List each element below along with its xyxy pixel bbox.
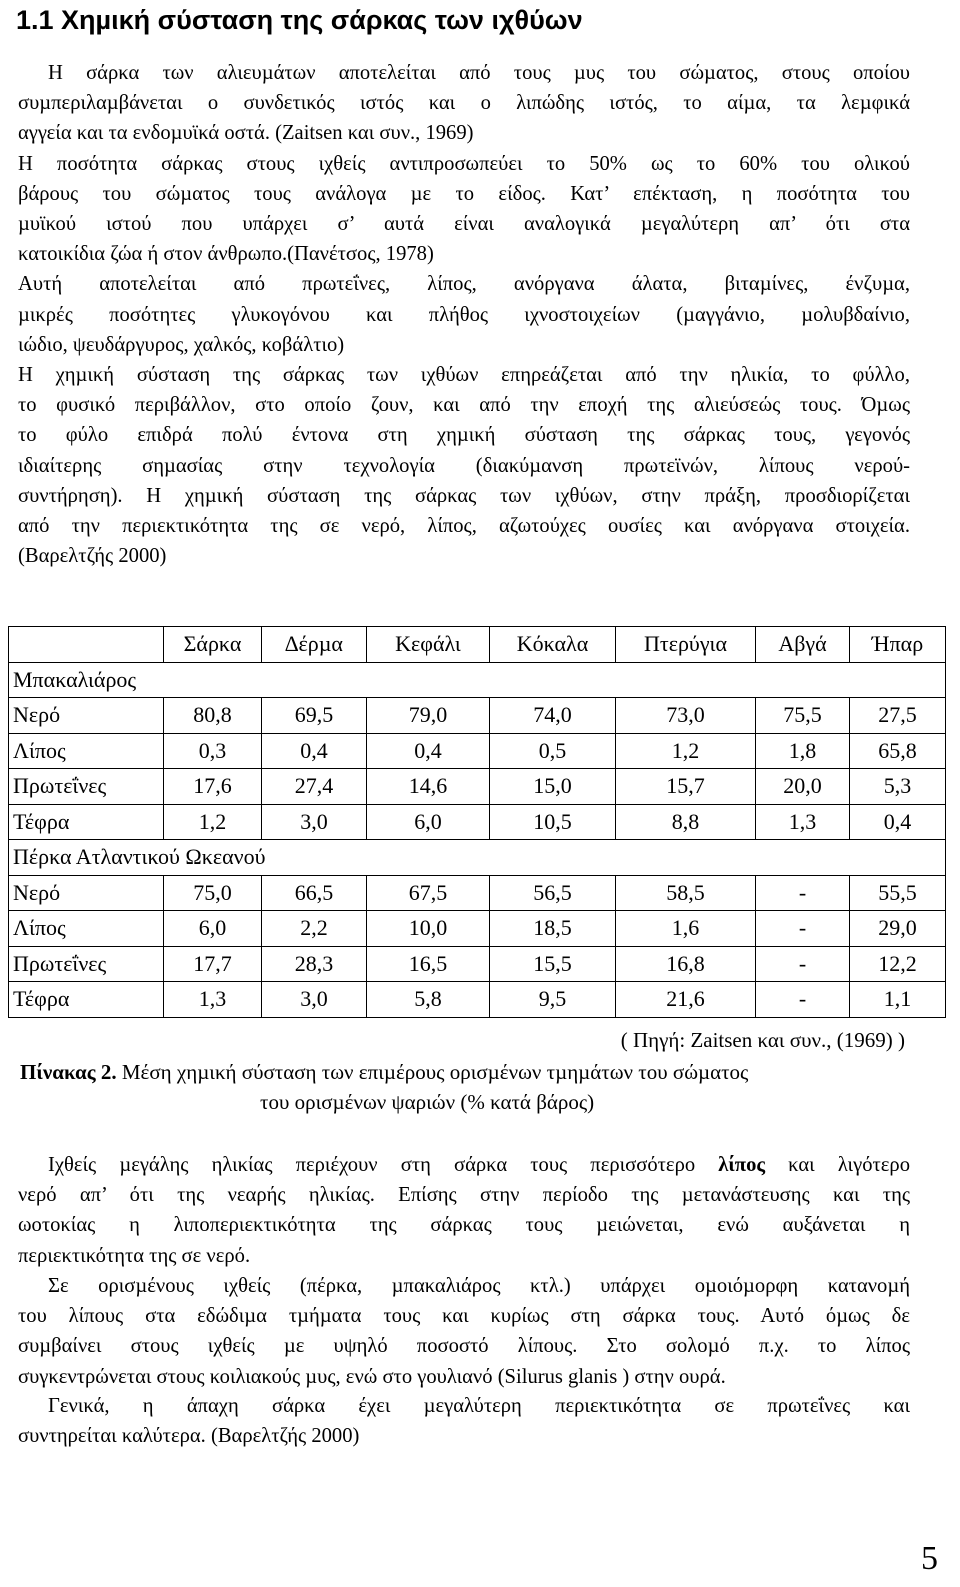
table-cell: 3,0 [262, 982, 367, 1018]
table-cell: 67,5 [367, 875, 490, 911]
table-cell: 1,2 [164, 804, 262, 840]
table-cell: 2,2 [262, 911, 367, 947]
composition-table [8, 626, 946, 1018]
table-cell: 58,5 [616, 875, 756, 911]
column-header: Κόκαλα [490, 627, 616, 663]
bold-term: λίπος [718, 1154, 766, 1176]
table-cell: 79,0 [367, 698, 490, 734]
table-cell: 20,0 [756, 769, 850, 805]
caption-text: Μέση χηµική σύσταση των επιµέρους ορισµένων τµηµάτων του σώµατος [116, 1060, 749, 1084]
table-cell: 1,1 [850, 982, 946, 1018]
table-cell: 0,3 [164, 733, 262, 769]
table-cell: - [756, 911, 850, 947]
table-cell: 1,3 [164, 982, 262, 1018]
table-cell: 10,5 [490, 804, 616, 840]
table-row [9, 946, 946, 982]
group-row [9, 840, 946, 876]
table-cell: 16,8 [616, 946, 756, 982]
table-cell: 1,8 [756, 733, 850, 769]
column-header: Πτερύγια [616, 627, 756, 663]
table-cell: 66,5 [262, 875, 367, 911]
text-line [18, 1150, 910, 1180]
table-cell: 1,6 [616, 911, 756, 947]
text-line: του λίπους στα εδώδιµα τµήµατα τους και κυρίως στη σάρκα τους. Αυτό όµως δε [18, 1305, 910, 1328]
table-row [9, 982, 946, 1018]
table-cell: 15,7 [616, 769, 756, 805]
table-cell: 14,6 [367, 769, 490, 805]
caption-text-continued: του ορισµένων ψαριών (% κατά βάρος) [260, 1090, 595, 1114]
table-cell: 56,5 [490, 875, 616, 911]
table-cell: 69,5 [262, 698, 367, 734]
paragraph-age [18, 1150, 910, 1271]
row-label: Νερό [9, 875, 164, 911]
text-line: συντήρηση). Η χηµική σύσταση της σάρκας των ιχθύων, στην πράξη, προσδιορίζεται [18, 484, 910, 507]
table-row [9, 733, 946, 769]
text-line: µικρές ποσότητες γλυκογόνου και πλήθος ιχνοστοιχείων (µαγγάνιο, µολυβδαίνιο, [18, 303, 910, 326]
row-label: Λίπος [9, 911, 164, 947]
table-cell: 74,0 [490, 698, 616, 734]
table-source: ( Πηγή: Zaitsen και συν., (1969) ) [620, 1028, 905, 1052]
text-line: Γενικά, η άπαχη σάρκα έχει µεγαλύτερη περιεκτικότητα σε πρωτεΐνες και [48, 1395, 910, 1417]
text-line: Η σάρκα των αλιευµάτων αποτελείται από τους µυς του σώµατος, στους οποίου [48, 62, 910, 84]
table-row [9, 804, 946, 840]
table-cell: 29,0 [850, 911, 946, 947]
row-label: Τέφρα [9, 982, 164, 1018]
table-cell: 28,3 [262, 946, 367, 982]
table-cell: 18,5 [490, 911, 616, 947]
text-line: κατοικίδια ζώα ή στον άνθρωπο.(Πανέτσος, 1978) [18, 243, 434, 266]
table-cell: 17,7 [164, 946, 262, 982]
table-cell: 0,4 [367, 733, 490, 769]
table-cell: 75,0 [164, 875, 262, 911]
text-line: µυϊκού ιστού που υπάρχει σ’ αυτά είναι αναλογικά µεγαλύτερη απ’ ότι στα [18, 213, 910, 236]
column-header: Ήπαρ [850, 627, 946, 663]
text-line: συγκεντρώνεται στους κοιλιακούς µυς, ενώ στο γουλιανό (Silurus glanis ) στην ουρά. [18, 1365, 726, 1388]
text-line: συµβαίνει στους ιχθείς µε υψηλό ποσοστό λίπους. Στο σολοµό π.χ. το λίπος [18, 1335, 910, 1358]
section-heading: 1.1 Χηµική σύσταση της σάρκας των ιχθύων [16, 5, 583, 35]
text-line: Η ποσότητα σάρκας στους ιχθείς αντιπροσωπεύει το 50% ως το 60% του ολικού [18, 152, 910, 175]
text-run: Ιχθείς µεγάλης ηλικίας περιέχουν στη σάρκα τους περισσότερο [48, 1154, 719, 1176]
table-cell: 6,0 [367, 804, 490, 840]
table-cell: 75,5 [756, 698, 850, 734]
text-line: Σε ορισµένους ιχθείς (πέρκα, µπακαλιάρος κτλ.) υπάρχει οµοιόµορφη κατανοµή [48, 1275, 910, 1297]
table-cell: - [756, 946, 850, 982]
caption-label: Πίνακας 2. [20, 1060, 117, 1084]
text-line: το φυσικό περιβάλλον, στο οποίο ζουν, και από την εποχή της αλιεύσεώς τους. Όµως [18, 394, 910, 417]
text-line: βάρους του σώµατος τους ανάλογα µε το είδος. Κατ’ επέκταση, η ποσότητα του [18, 182, 910, 205]
text-line: συµπεριλαµβάνεται ο συνδετικός ιστός και ο λιπώδης ιστός, το αίµα, τα λεµφικά [18, 92, 910, 115]
text-run: και λιγότερο [765, 1154, 910, 1176]
group-row [9, 662, 946, 698]
table-row [9, 875, 946, 911]
table-cell: 21,6 [616, 982, 756, 1018]
table-cell: 5,3 [850, 769, 946, 805]
table-cell: 65,8 [850, 733, 946, 769]
table-cell: 6,0 [164, 911, 262, 947]
table-cell: 15,0 [490, 769, 616, 805]
table-cell: 80,8 [164, 698, 262, 734]
paragraph-lean-flesh [18, 1391, 910, 1451]
column-header: Κεφάλι [367, 627, 490, 663]
table-cell: 0,5 [490, 733, 616, 769]
paragraph-fat-distribution [18, 1271, 910, 1392]
table-cell: 0,4 [850, 804, 946, 840]
table-row [9, 769, 946, 805]
intro-paragraph [18, 58, 910, 571]
row-label: Λίπος [9, 733, 164, 769]
table-cell: 27,5 [850, 698, 946, 734]
table-cell: 1,3 [756, 804, 850, 840]
row-label: Πρωτεΐνες [9, 946, 164, 982]
table-cell: 3,0 [262, 804, 367, 840]
text-line: νερό απ’ ότι της νεαρής ηλικίας. Επίσης στην περίοδο της µετανάστευσης και της [18, 1184, 910, 1207]
table-header-row [9, 627, 946, 663]
table-cell: 9,5 [490, 982, 616, 1018]
row-label: Τέφρα [9, 804, 164, 840]
table-corner-cell [9, 627, 164, 663]
text-line: Αυτή αποτελείται από πρωτεΐνες, λίπος, ανόργανα άλατα, βιταµίνες, ένζυµα, [18, 273, 910, 296]
text-line: ωοτοκίας η λιποπεριεκτικότητα της σάρκας τους µειώνεται, ενώ αυξάνεται η [18, 1214, 910, 1237]
table-row [9, 698, 946, 734]
table-caption [10, 1057, 950, 1117]
group-label: Μπακαλιάρος [9, 662, 946, 698]
row-label: Πρωτεΐνες [9, 769, 164, 805]
table-cell: 1,2 [616, 733, 756, 769]
table-cell: 12,2 [850, 946, 946, 982]
table-cell: - [756, 982, 850, 1018]
table-cell: 27,4 [262, 769, 367, 805]
row-label: Νερό [9, 698, 164, 734]
table-cell: 15,5 [490, 946, 616, 982]
column-header: Αβγά [756, 627, 850, 663]
table-cell: 73,0 [616, 698, 756, 734]
table-cell: 8,8 [616, 804, 756, 840]
text-line: ιδιαίτερης σηµασίας στην τεχνολογία (διακύµανση πρωτεϊνών, λίπους νερού- [18, 454, 910, 477]
text-line: περιεκτικότητα της σε νερό. [18, 1244, 251, 1267]
table-cell: 5,8 [367, 982, 490, 1018]
text-line: συντηρείται καλύτερα. (Βαρελτζής 2000) [18, 1425, 360, 1448]
text-line: Η χηµική σύσταση της σάρκας των ιχθύων επηρεάζεται από την ηλικία, το φύλλο, [18, 364, 910, 387]
column-header: Σάρκα [164, 627, 262, 663]
text-line: ιώδιο, ψευδάργυρος, χαλκός, κοβάλτιο) [18, 333, 345, 356]
group-label: Πέρκα Ατλαντικού Ωκεανού [9, 840, 946, 876]
table-cell: 17,6 [164, 769, 262, 805]
table-cell: 16,5 [367, 946, 490, 982]
page-number: 5 [921, 1540, 938, 1577]
table-cell: 10,0 [367, 911, 490, 947]
text-line: το φύλο επιδρά πολύ έντονα στη χηµική σύσταση της σάρκας τους, γεγονός [18, 424, 910, 447]
table-row [9, 911, 946, 947]
table-cell: 55,5 [850, 875, 946, 911]
table-body [9, 662, 946, 1017]
table-cell: - [756, 875, 850, 911]
text-line: από την περιεκτικότητα της σε νερό, λίπος, αζωτούχες ουσίες και ανόργανα στοιχεία. [18, 515, 910, 538]
table-cell: 0,4 [262, 733, 367, 769]
text-line: αγγεία και τα ενδοµυϊκά οστά. (Zaitsen και συν., 1969) [18, 122, 474, 145]
column-header: ∆έρµα [262, 627, 367, 663]
text-line: (Βαρελτζής 2000) [18, 545, 167, 568]
